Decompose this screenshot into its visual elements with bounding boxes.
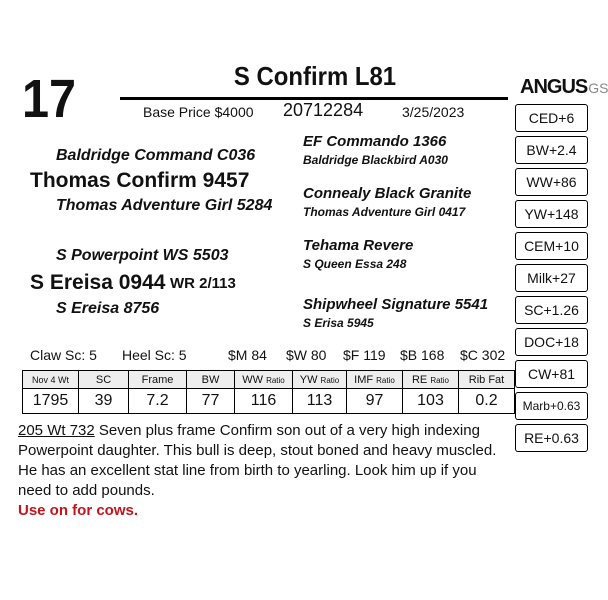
- index-m: $M 84: [228, 347, 267, 363]
- header-cell: SC: [79, 371, 129, 389]
- dam-sire-sire: Tehama Revere: [303, 237, 414, 254]
- dam-wr: WR 2/113: [170, 275, 236, 292]
- scores-row: [30, 347, 512, 365]
- dam: S Ereisa 0944: [30, 271, 166, 294]
- sire-dam: Thomas Adventure Girl 5284: [56, 197, 273, 214]
- birth-date: 3/25/2023: [402, 104, 465, 120]
- header-cell: BW: [187, 371, 235, 389]
- sire-sire: Baldridge Command C036: [56, 147, 256, 164]
- sire-dam-dam: Thomas Adventure Girl 0417: [303, 205, 466, 219]
- epd-milk: Milk+27: [515, 264, 588, 292]
- angus-logo-text: ANGUS: [520, 76, 588, 98]
- lot-number: 17: [22, 69, 77, 129]
- performance-table: [22, 370, 515, 414]
- dam-sire: S Powerpoint WS 5503: [56, 247, 229, 264]
- base-price: Base Price $4000: [143, 104, 254, 120]
- comment-text: Seven plus frame Confirm son out of a very high indexing Powerpoint daughter. This bull is deep, stout boned and heavy muscled. He has an excellent stat line from birth to yearling. Look him up if you need to add pounds.: [18, 422, 497, 499]
- header-cell: Rib Fat: [459, 371, 515, 389]
- epd-bw: BW+2.4: [515, 136, 588, 164]
- sire: Thomas Confirm 9457: [30, 169, 250, 192]
- epd-yw: YW+148: [515, 200, 588, 228]
- weight-205: 205 Wt 732: [18, 422, 95, 439]
- dam-dam-sire: Shipwheel Signature 5541: [303, 296, 489, 313]
- index-f: $F 119: [343, 347, 386, 363]
- index-c: $C 302: [460, 347, 506, 363]
- heel-score: Heel Sc: 5: [122, 347, 187, 363]
- sire-sire-dam: Baldridge Blackbird A030: [303, 153, 448, 167]
- value-cell: 7.2: [129, 389, 187, 414]
- value-cell: 0.2: [459, 389, 515, 414]
- animal-name: S Confirm L81: [233, 61, 397, 91]
- value-cell: 116: [235, 389, 293, 414]
- header-cell: RE Ratio: [403, 371, 459, 389]
- epd-ww: WW+86: [515, 168, 588, 196]
- dam-dam-dam: S Erisa 5945: [303, 316, 374, 330]
- sire-sire-sire: EF Commando 1366: [303, 133, 447, 150]
- index-b: $B 168: [400, 347, 445, 363]
- registration-number: 20712284: [283, 100, 364, 120]
- dam-dam: S Ereisa 8756: [56, 300, 160, 317]
- dam-sire-dam: S Queen Essa 248: [303, 257, 407, 271]
- epd-marb: Marb+0.63: [515, 392, 588, 420]
- angus-logo-suffix: GS: [588, 80, 608, 96]
- epd-ced: CED+6: [515, 104, 588, 132]
- epd-cw: CW+81: [515, 360, 588, 388]
- epd-re: RE+0.63: [515, 424, 588, 452]
- value-cell: 1795: [23, 389, 79, 414]
- header-cell: YW Ratio: [293, 371, 347, 389]
- sire-dam-sire: Connealy Black Granite: [303, 185, 472, 202]
- comment-highlight: Use on for cows.: [18, 502, 139, 519]
- epd-sc: SC+1.26: [515, 296, 588, 324]
- angus-logo: [520, 76, 608, 99]
- header-cell: Frame: [129, 371, 187, 389]
- header-cell: WW Ratio: [235, 371, 293, 389]
- epd-cem: CEM+10: [515, 232, 588, 260]
- epd-doc: DOC+18: [515, 328, 588, 356]
- index-w: $W 80: [286, 347, 327, 363]
- header-cell: IMF Ratio: [347, 371, 403, 389]
- header-cell: Nov 4 Wt: [23, 371, 79, 389]
- value-cell: 113: [293, 389, 347, 414]
- comments: [18, 421, 508, 521]
- performance-values-row: [23, 389, 515, 414]
- value-cell: 97: [347, 389, 403, 414]
- value-cell: 39: [79, 389, 129, 414]
- claw-score: Claw Sc: 5: [30, 347, 97, 363]
- performance-header-row: [23, 371, 515, 389]
- value-cell: 103: [403, 389, 459, 414]
- value-cell: 77: [187, 389, 235, 414]
